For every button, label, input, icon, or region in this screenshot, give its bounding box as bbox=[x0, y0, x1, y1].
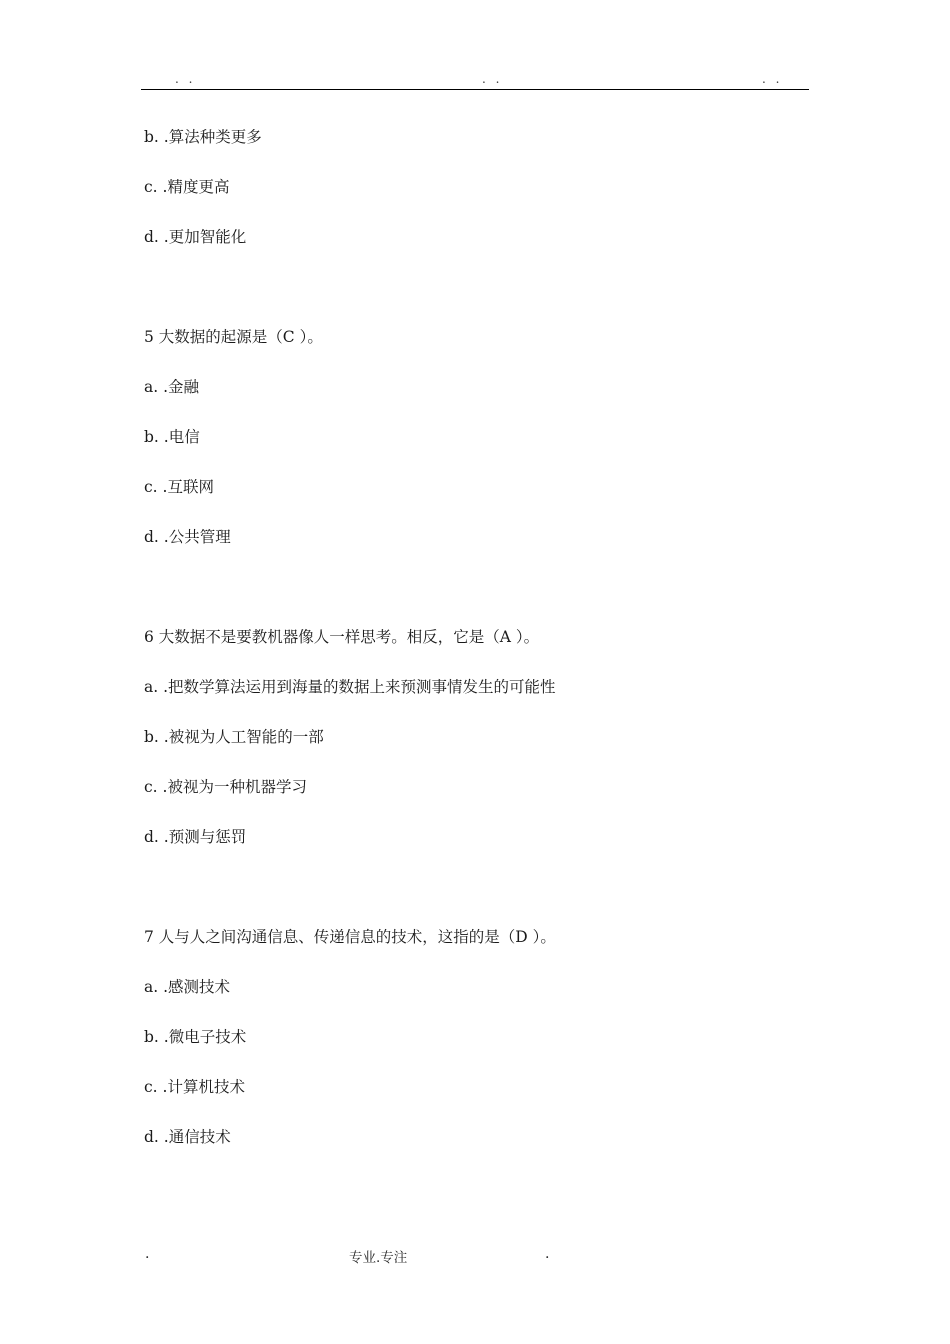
question-6 bbox=[144, 624, 824, 850]
option-line: c. .被视为一种机器学习 bbox=[144, 778, 307, 796]
option-line: c. .计算机技术 bbox=[144, 1078, 245, 1096]
question-text: 7 人与人之间沟通信息、传递信息的技术，这指的是（D ）。 bbox=[144, 928, 556, 946]
footer-left-mark: . bbox=[145, 1246, 150, 1262]
header-right-marks: . . bbox=[762, 72, 783, 86]
header-rule bbox=[141, 89, 809, 90]
question-4-options bbox=[144, 124, 824, 250]
option-line: b. .电信 bbox=[144, 428, 200, 446]
question-5 bbox=[144, 324, 824, 550]
question-text: 5 大数据的起源是（C ）。 bbox=[144, 328, 323, 346]
option-line: d. .公共管理 bbox=[144, 528, 231, 546]
option-line: a. .金融 bbox=[144, 378, 200, 396]
question-7 bbox=[144, 924, 824, 1150]
option-line: c. .精度更高 bbox=[144, 178, 230, 196]
option-line: b. .被视为人工智能的一部 bbox=[144, 728, 324, 746]
question-text: 6 大数据不是要教机器像人一样思考。相反，它是（A ）。 bbox=[144, 628, 540, 646]
option-line: a. .感测技术 bbox=[144, 978, 231, 996]
header-center-marks: . . bbox=[482, 72, 503, 86]
page-footer bbox=[0, 1246, 950, 1276]
document-body bbox=[144, 124, 824, 1150]
header-left-marks: . . bbox=[175, 72, 196, 86]
option-line: b. .算法种类更多 bbox=[144, 128, 262, 146]
option-line: b. .微电子技术 bbox=[144, 1028, 247, 1046]
option-line: d. .预测与惩罚 bbox=[144, 828, 247, 846]
footer-right-mark: . bbox=[545, 1246, 550, 1262]
footer-text: 专业.专注 bbox=[349, 1250, 408, 1266]
option-line: a. .把数学算法运用到海量的数据上来预测事情发生的可能性 bbox=[144, 678, 556, 696]
page-header bbox=[0, 0, 950, 92]
option-line: c. .互联网 bbox=[144, 478, 214, 496]
option-line: d. .更加智能化 bbox=[144, 228, 247, 246]
option-line: d. .通信技术 bbox=[144, 1128, 231, 1146]
